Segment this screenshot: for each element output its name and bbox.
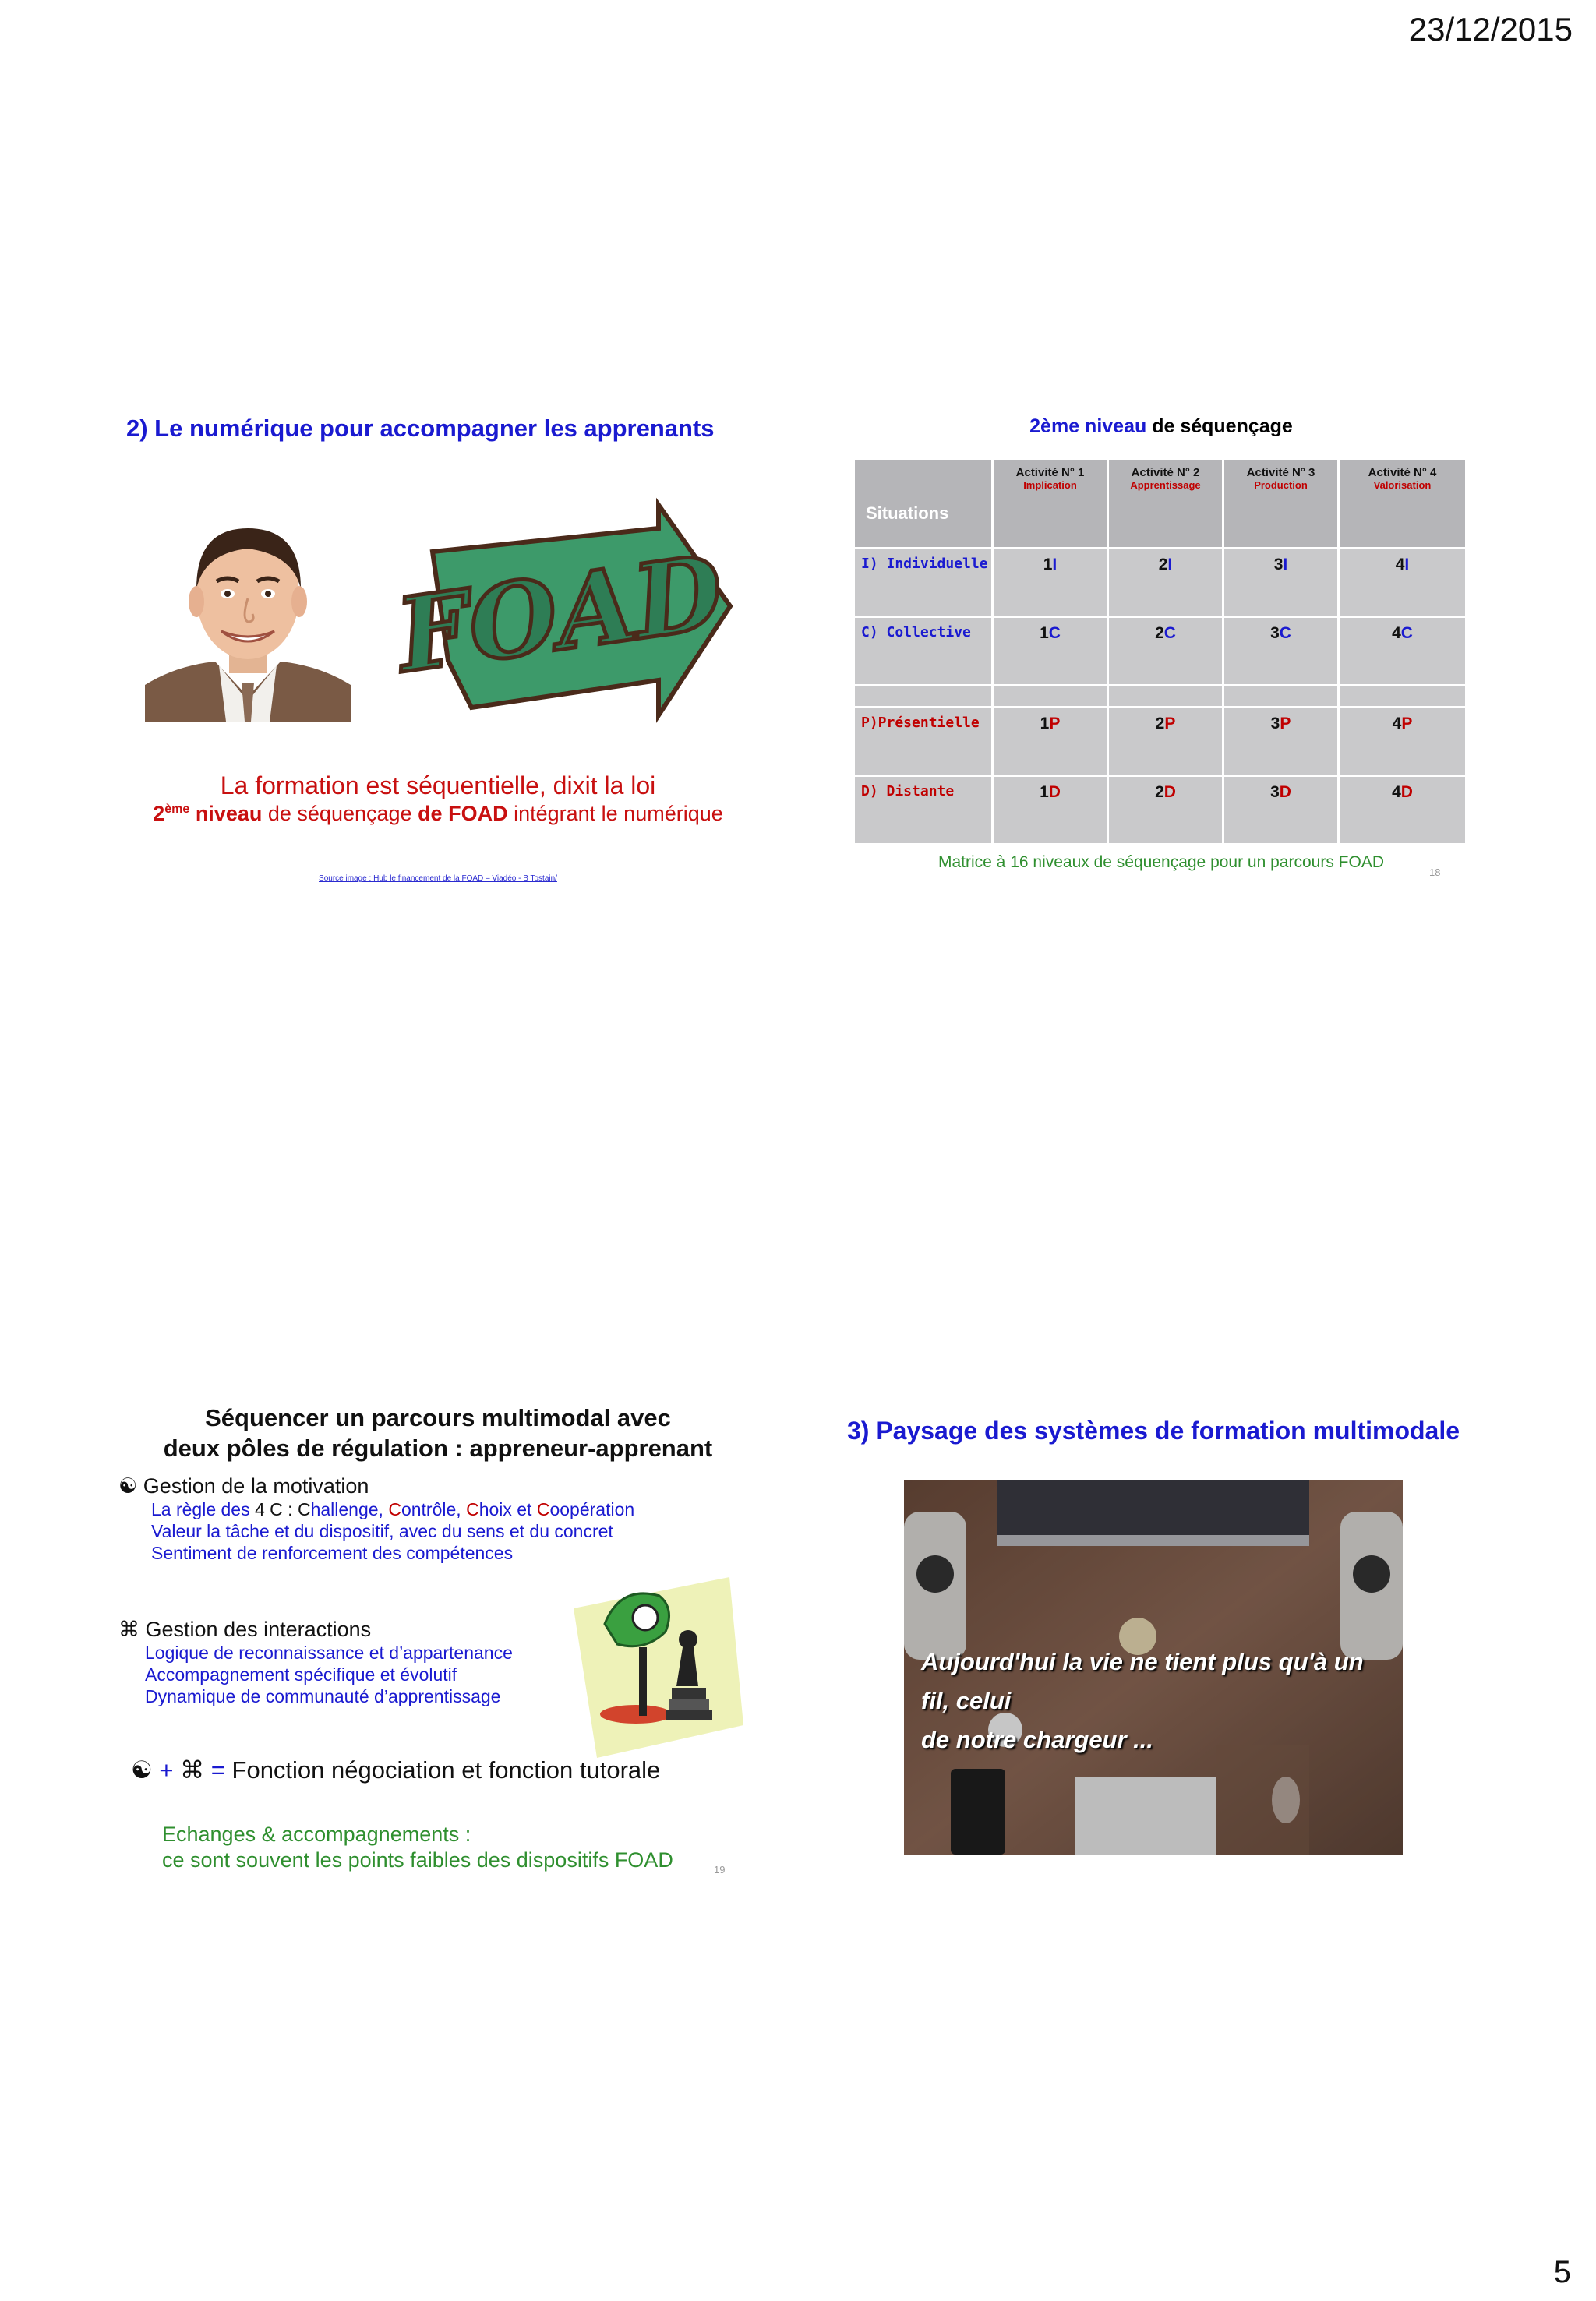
- row-label: C) Collective: [854, 617, 993, 686]
- foad-logo: [390, 505, 736, 731]
- matrix-cell: 3C: [1223, 617, 1339, 686]
- matrix-cell: 4P: [1339, 708, 1467, 776]
- activity-header: Activité N° 4 Valorisation: [1339, 459, 1467, 549]
- matrix-row: [854, 708, 1467, 776]
- weakness-note: Echanges & accompagnements : ce sont souvent les points faibles des dispositifs FOAD: [162, 1823, 673, 1872]
- matrix-cell: [1223, 686, 1339, 708]
- matrix-heading: 2ème niveau de séquençage: [1029, 415, 1293, 437]
- slide-number: 19: [714, 1864, 726, 1876]
- activity-header: Activité N° 2 Apprentissage: [1108, 459, 1223, 549]
- matrix-cell: 2P: [1108, 708, 1223, 776]
- slide18-title: 2) Le numérique pour accompagner les apprenants: [126, 415, 715, 442]
- row-label: [854, 686, 993, 708]
- matrix-caption: Matrice à 16 niveaux de séquençage pour un parcours FOAD: [938, 853, 1384, 871]
- matrix-row: [854, 776, 1467, 845]
- matrix-row: [854, 686, 1467, 708]
- portrait-photo: [145, 517, 351, 722]
- slide-number: 18: [1429, 866, 1441, 878]
- row-label: D) Distante: [854, 776, 993, 845]
- slide20-title: 3) Paysage des systèmes de formation multimodale: [846, 1417, 1460, 1445]
- interactions-heading: ⌘ Gestion des interactions: [118, 1618, 372, 1641]
- page-number: 5: [1553, 2255, 1571, 2289]
- situations-header: Situations: [854, 459, 993, 549]
- matrix-cell: 2C: [1108, 617, 1223, 686]
- row-label: I) Individuelle: [854, 549, 993, 617]
- motivation-details: La règle des 4 C : Challenge, Contrôle, Choix et Coopération Valeur la tâche et du dispositif, avec du sens et du concret Sentiment de renforcement des compétences: [151, 1499, 635, 1563]
- matrix-cell: 1C: [993, 617, 1108, 686]
- learner-clipart: [574, 1577, 743, 1758]
- slide19-title: Séquencer un parcours multimodal avec deux pôles de régulation : appreneur-apprenant: [163, 1404, 713, 1462]
- interactions-section: [118, 1618, 513, 1707]
- foad-logo-text: FOAD: [390, 531, 730, 696]
- matrix-cell: 1P: [993, 708, 1108, 776]
- matrix-row: [854, 617, 1467, 686]
- interactions-details: Logique de reconnaissance et d’appartenance Accompagnement spécifique et évolutif Dynamique de communauté d’apprentissage: [145, 1643, 513, 1706]
- row-label: P)Présentielle: [854, 708, 993, 776]
- matrix-cell: 3I: [1223, 549, 1339, 617]
- matrix-cell: 1I: [993, 549, 1108, 617]
- matrix-cell: 3P: [1223, 708, 1339, 776]
- desk-quote: Aujourd'hui la vie ne tient plus qu'à un fil, celui de notre chargeur ...: [921, 1648, 1364, 1753]
- motivation-heading: ☯ Gestion de la motivation: [118, 1474, 369, 1498]
- matrix-cell: [1108, 686, 1223, 708]
- matrix-cell: 4D: [1339, 776, 1467, 845]
- slide18-subcaption: 2ème niveau de séquençage de FOAD intégrant le numérique: [153, 802, 723, 825]
- matrix-cell: 1D: [993, 776, 1108, 845]
- activity-header: Activité N° 1 Implication: [993, 459, 1108, 549]
- matrix-cell: 3D: [1223, 776, 1339, 845]
- yin-yang-icon: ☯: [118, 1474, 138, 1498]
- matrix-cell: 4I: [1339, 549, 1467, 617]
- matrix-header-row: [854, 459, 1467, 549]
- slide18-caption: La formation est séquentielle, dixit la loi: [220, 771, 656, 799]
- matrix-cell: 2D: [1108, 776, 1223, 845]
- motivation-section: [118, 1474, 634, 1564]
- matrix-cell: 4C: [1339, 617, 1467, 686]
- command-icon: ⌘: [118, 1618, 139, 1641]
- sequencing-matrix: [853, 457, 1467, 845]
- image-source-link[interactable]: Source image : Hub le financement de la FOAD – Viadéo - B Tostain/: [319, 874, 557, 883]
- command-icon: ⌘: [180, 1756, 205, 1784]
- matrix-cell: [1339, 686, 1467, 708]
- matrix-cell: [993, 686, 1108, 708]
- matrix-row: [854, 549, 1467, 617]
- yin-yang-icon: ☯: [131, 1756, 153, 1784]
- activity-header: Activité N° 3 Production: [1223, 459, 1339, 549]
- matrix-cell: 2I: [1108, 549, 1223, 617]
- header-date: 23/12/2015: [1408, 11, 1573, 48]
- formula-line: ☯ + ⌘ = Fonction négociation et fonction tutorale: [131, 1756, 661, 1784]
